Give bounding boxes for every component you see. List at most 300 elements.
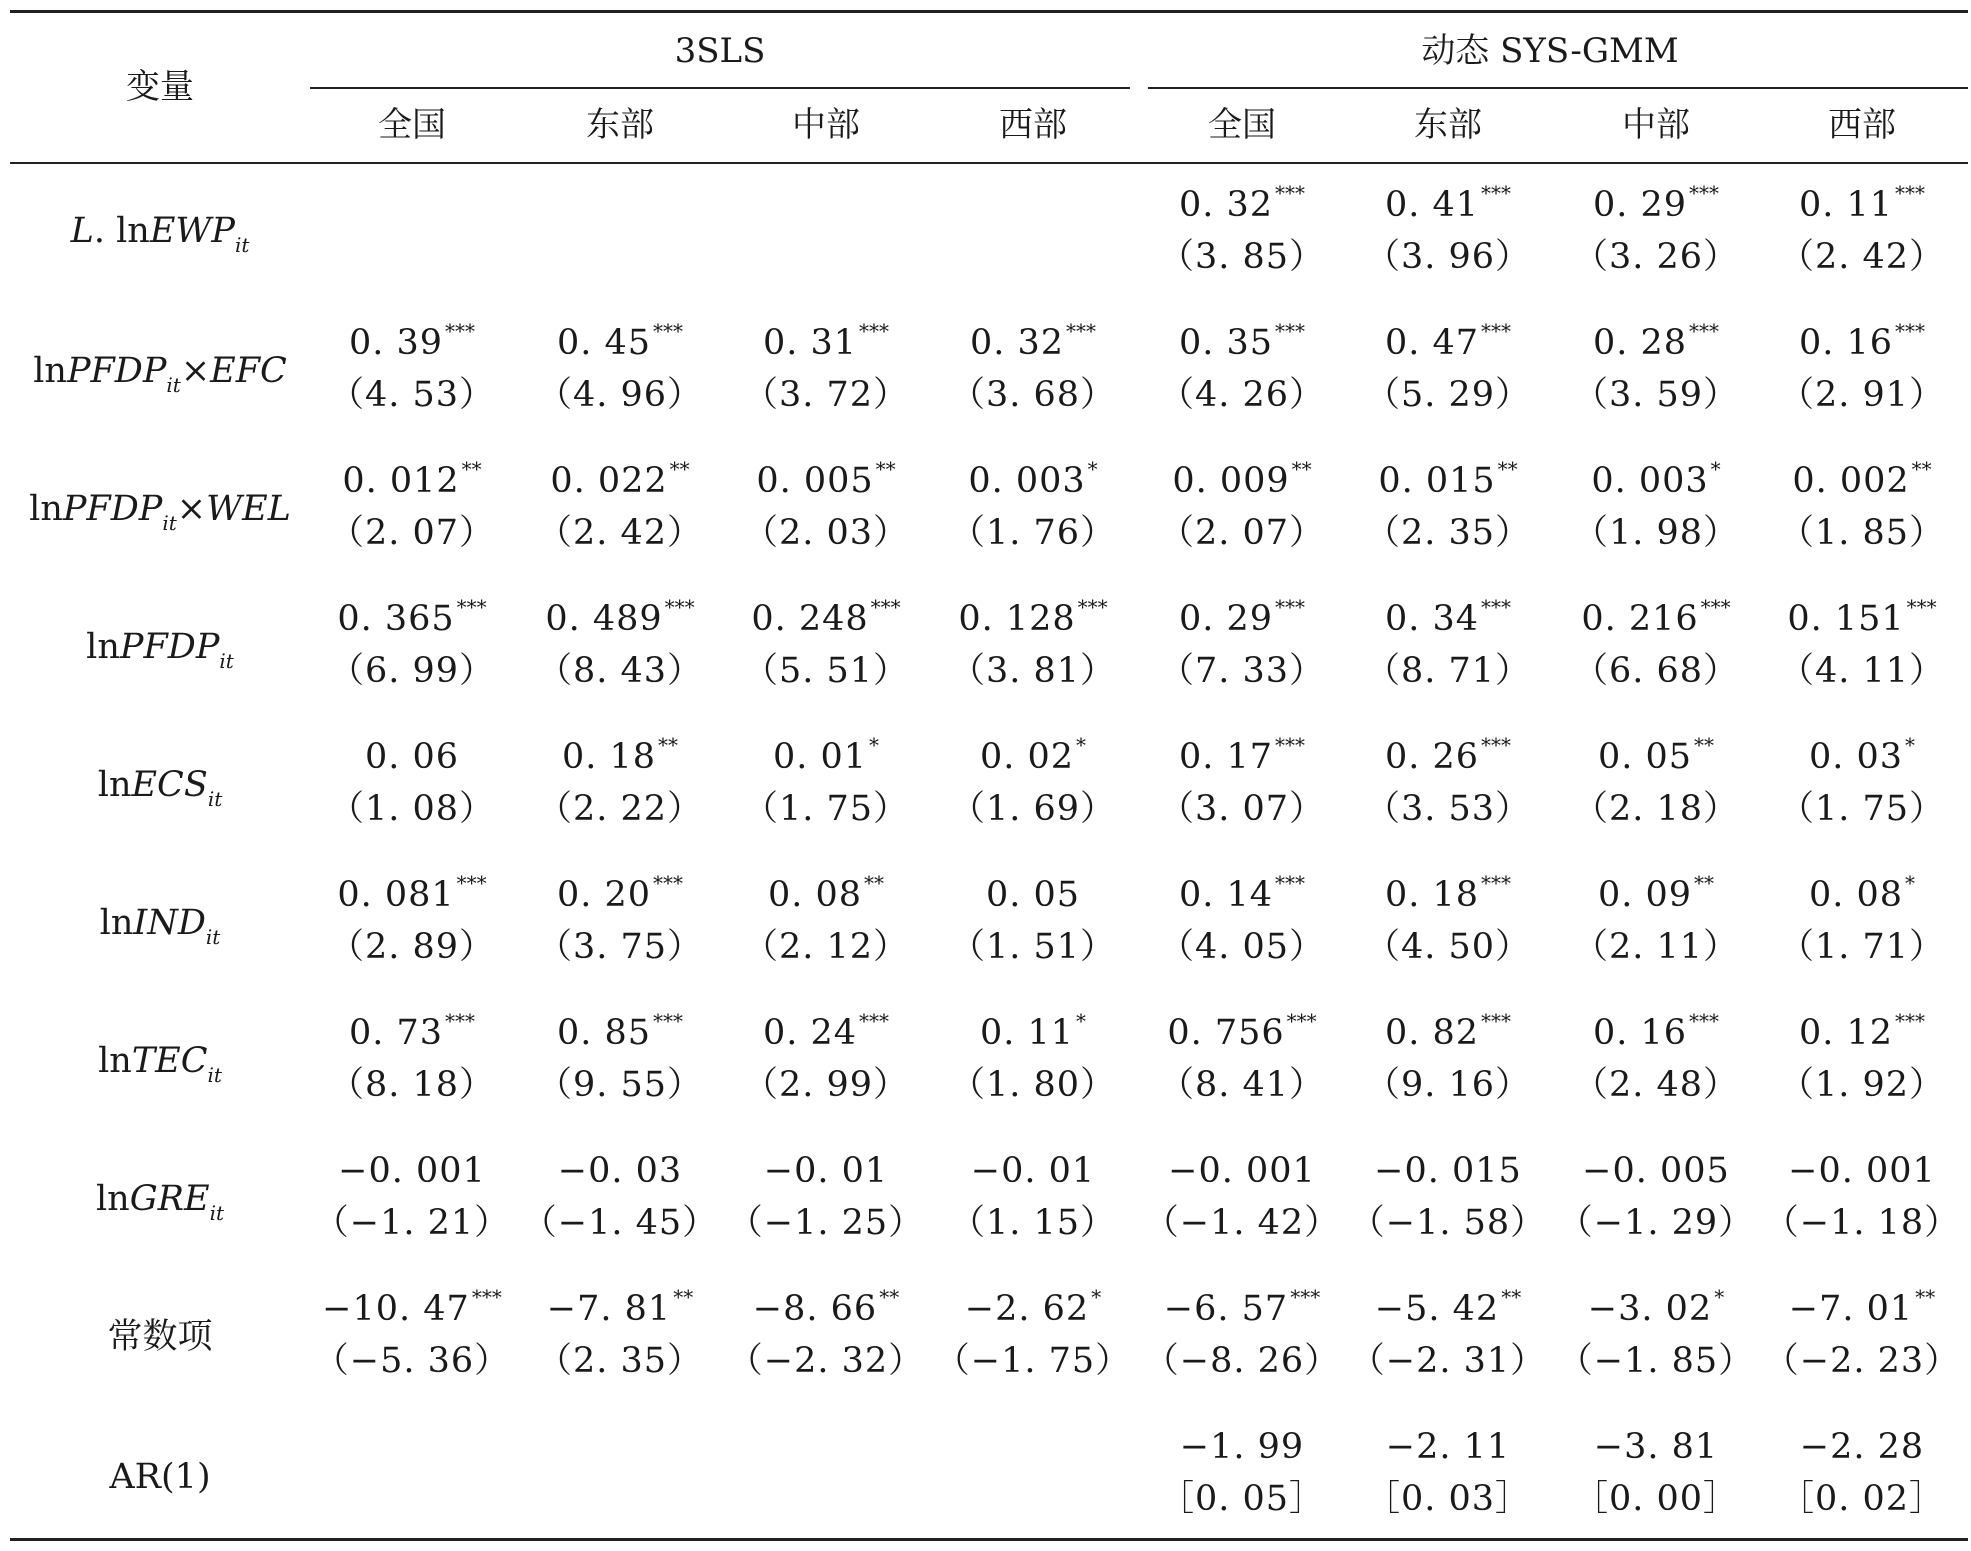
coef-value: −10. 47	[322, 1289, 470, 1329]
coef-cell	[1348, 1427, 1548, 1467]
significance-stars: ***	[471, 1285, 502, 1309]
coef-value: 0. 11	[1798, 185, 1894, 225]
coef-value: 0. 012	[342, 461, 460, 501]
significance-stars: *	[1905, 871, 1916, 895]
coef-value: 0. 005	[756, 461, 874, 501]
stat-cell: （1. 92）	[1778, 1065, 1946, 1105]
stat-cell: （2. 18）	[1572, 789, 1740, 829]
significance-stars: ***	[1700, 595, 1731, 619]
coef-cell	[1762, 595, 1962, 639]
stat-cell: （7. 33）	[1158, 651, 1326, 691]
coef-value: 0. 39	[348, 323, 444, 363]
significance-stars: ***	[1481, 1009, 1512, 1033]
coef-cell	[1556, 319, 1756, 363]
stat-cell: （−1. 42）	[1143, 1203, 1341, 1243]
coef-cell	[1556, 871, 1756, 915]
stat-cell: （2. 35）	[1364, 513, 1532, 553]
significance-stars: ***	[1275, 319, 1306, 343]
coef-cell	[1348, 595, 1548, 639]
col-header-east-gmm: 东部	[1414, 105, 1482, 145]
significance-stars: ***	[1275, 595, 1306, 619]
coef-cell	[726, 319, 926, 363]
stat-cell: （−8. 26）	[1143, 1341, 1341, 1381]
row-label-lnpfdp: lnPFDP$_{it}$	[86, 627, 234, 673]
significance-stars: ***	[1895, 319, 1926, 343]
group-header-3sls: 3SLS	[674, 31, 766, 71]
coef-cell	[933, 733, 1133, 777]
coef-cell	[520, 1009, 720, 1053]
stat-cell: （−1. 21）	[313, 1203, 511, 1243]
coef-value: −2. 28	[1799, 1427, 1925, 1467]
coef-value: 0. 85	[556, 1013, 652, 1053]
coef-cell	[312, 871, 512, 915]
coef-value: 0. 11	[979, 1013, 1075, 1053]
coef-value: 0. 08	[767, 875, 863, 915]
coef-cell	[1556, 457, 1756, 501]
stat-cell: （8. 43）	[536, 651, 704, 691]
coef-cell	[1142, 1009, 1342, 1053]
coef-cell	[726, 457, 926, 501]
coef-value: 0. 34	[1384, 599, 1480, 639]
coef-cell	[933, 875, 1133, 915]
coef-value: 0. 16	[1592, 1013, 1688, 1053]
stat-cell: （3. 53）	[1364, 789, 1532, 829]
row-label-lntec: lnTEC$_{it}$	[98, 1041, 222, 1087]
coef-cell	[1762, 181, 1962, 225]
stat-cell: （9. 16）	[1364, 1065, 1532, 1105]
stat-cell: （2. 42）	[1778, 237, 1946, 277]
stat-cell: （1. 71）	[1778, 927, 1946, 967]
significance-stars: ***	[1906, 595, 1937, 619]
significance-stars: **	[658, 733, 679, 757]
coef-cell	[312, 595, 512, 639]
coef-value: 0. 01	[772, 737, 868, 777]
coef-value: 0. 16	[1798, 323, 1894, 363]
stat-cell: （2. 03）	[742, 513, 910, 553]
coef-value: 0. 03	[1808, 737, 1904, 777]
significance-stars: ***	[1077, 595, 1108, 619]
significance-stars: **	[864, 871, 885, 895]
stat-cell: （5. 29）	[1364, 375, 1532, 415]
coef-cell	[520, 1285, 720, 1329]
coef-cell	[1348, 1151, 1548, 1191]
stat-cell: （−1. 18）	[1763, 1203, 1961, 1243]
significance-stars: *	[1710, 457, 1721, 481]
stat-cell: （2. 91）	[1778, 375, 1946, 415]
stat-cell: （2. 35）	[536, 1341, 704, 1381]
significance-stars: ***	[870, 595, 901, 619]
coef-cell	[726, 1151, 926, 1191]
coef-value: 0. 248	[751, 599, 869, 639]
coef-value: −3. 81	[1593, 1427, 1719, 1467]
coef-cell	[1556, 1151, 1756, 1191]
col-header-east-3sls: 东部	[586, 105, 654, 145]
coef-value: −0. 001	[1168, 1151, 1316, 1191]
coef-value: 0. 45	[556, 323, 652, 363]
stat-cell: （−2. 31）	[1349, 1341, 1547, 1381]
stat-cell: ［0. 02］	[1778, 1479, 1946, 1519]
stat-cell: （1. 69）	[949, 789, 1117, 829]
coef-cell	[1142, 319, 1342, 363]
stat-cell: （1. 51）	[949, 927, 1117, 967]
coef-cell	[520, 733, 720, 777]
coef-cell	[726, 733, 926, 777]
significance-stars: *	[1714, 1285, 1725, 1309]
coef-value: 0. 02	[979, 737, 1075, 777]
significance-stars: **	[1911, 457, 1932, 481]
stat-cell: （3. 72）	[742, 375, 910, 415]
coef-value: 0. 14	[1178, 875, 1274, 915]
coef-value: −6. 57	[1163, 1289, 1289, 1329]
coef-cell	[1348, 1285, 1548, 1329]
coef-cell	[1142, 1427, 1342, 1467]
coef-cell	[1556, 1285, 1756, 1329]
coef-cell	[312, 737, 512, 777]
coef-value: −3. 02	[1587, 1289, 1713, 1329]
coef-value: 0. 216	[1581, 599, 1699, 639]
stat-cell: （4. 26）	[1158, 375, 1326, 415]
significance-stars: ***	[1689, 1009, 1720, 1033]
stat-cell: （5. 51）	[742, 651, 910, 691]
row-label-ar1: AR(1)	[109, 1457, 211, 1497]
coef-value: 0. 489	[545, 599, 663, 639]
coef-value: 0. 17	[1178, 737, 1274, 777]
significance-stars: *	[1091, 1285, 1102, 1309]
coef-cell	[312, 1285, 512, 1329]
row-label-lnind: lnIND$_{it}$	[99, 903, 221, 949]
coef-cell	[1762, 1427, 1962, 1467]
significance-stars: ***	[1275, 733, 1306, 757]
significance-stars: ***	[653, 319, 684, 343]
coef-value: 0. 35	[1178, 323, 1274, 363]
stat-cell: （8. 18）	[328, 1065, 496, 1105]
stat-cell: （6. 68）	[1572, 651, 1740, 691]
significance-stars: ***	[1481, 733, 1512, 757]
coef-cell	[933, 1151, 1133, 1191]
significance-stars: ***	[1689, 319, 1720, 343]
coef-value: −2. 11	[1385, 1427, 1511, 1467]
coef-value: 0. 06	[364, 737, 460, 777]
stat-cell: （3. 85）	[1158, 237, 1326, 277]
stat-cell: （3. 59）	[1572, 375, 1740, 415]
stat-cell: （3. 96）	[1364, 237, 1532, 277]
coef-value: 0. 003	[1591, 461, 1709, 501]
row-label-constant: 常数项	[107, 1317, 213, 1357]
coef-cell	[933, 595, 1133, 639]
coef-cell	[312, 457, 512, 501]
significance-stars: **	[673, 1285, 694, 1309]
coef-value: 0. 32	[1178, 185, 1274, 225]
stat-cell: （−1. 29）	[1557, 1203, 1755, 1243]
row-label-lnecs: lnECS$_{it}$	[97, 765, 223, 811]
coef-value: 0. 009	[1172, 461, 1290, 501]
coef-value: −0. 01	[763, 1151, 889, 1191]
significance-stars: **	[875, 457, 896, 481]
stat-cell: ［0. 00］	[1572, 1479, 1740, 1519]
coef-cell	[1142, 733, 1342, 777]
coef-value: 0. 151	[1787, 599, 1905, 639]
col-header-west-3sls: 西部	[999, 105, 1067, 145]
stat-cell: （1. 85）	[1778, 513, 1946, 553]
significance-stars: **	[669, 457, 690, 481]
stat-cell: （−1. 75）	[934, 1341, 1132, 1381]
stat-cell: （−1. 85）	[1557, 1341, 1755, 1381]
significance-stars: ***	[859, 1009, 890, 1033]
coef-value: 0. 015	[1378, 461, 1496, 501]
coef-cell	[520, 319, 720, 363]
significance-stars: ***	[664, 595, 695, 619]
header-rule	[10, 162, 1968, 164]
stat-cell: （2. 22）	[536, 789, 704, 829]
stat-cell: （2. 11）	[1572, 927, 1740, 967]
coef-value: 0. 26	[1384, 737, 1480, 777]
coef-value: 0. 12	[1798, 1013, 1894, 1053]
coef-cell	[1142, 181, 1342, 225]
stat-cell: （3. 81）	[949, 651, 1117, 691]
top-rule	[10, 10, 1968, 13]
significance-stars: ***	[445, 319, 476, 343]
stat-cell: ［0. 05］	[1158, 1479, 1326, 1519]
bottom-rule	[10, 1538, 1968, 1541]
significance-stars: *	[1905, 733, 1916, 757]
coef-value: −1. 99	[1179, 1427, 1305, 1467]
stat-cell: （3. 68）	[949, 375, 1117, 415]
coef-value: −2. 62	[964, 1289, 1090, 1329]
coef-cell	[520, 595, 720, 639]
coef-cell	[933, 319, 1133, 363]
coef-value: 0. 003	[968, 461, 1086, 501]
stat-cell: （1. 08）	[328, 789, 496, 829]
coef-cell	[1142, 1285, 1342, 1329]
significance-stars: ***	[1481, 595, 1512, 619]
coef-cell	[520, 1151, 720, 1191]
coef-value: −0. 001	[338, 1151, 486, 1191]
stat-cell: （−2. 32）	[727, 1341, 925, 1381]
row-label-lnpfdp-wel: lnPFDP$_{it}$×WEL	[29, 489, 291, 535]
coef-cell	[1142, 871, 1342, 915]
significance-stars: ***	[1275, 871, 1306, 895]
coef-cell	[1142, 1151, 1342, 1191]
coef-cell	[1348, 871, 1548, 915]
significance-stars: ***	[1290, 1285, 1321, 1309]
coef-cell	[312, 319, 512, 363]
coef-value: 0. 022	[550, 461, 668, 501]
coef-cell	[312, 1009, 512, 1053]
coef-cell	[1762, 1151, 1962, 1191]
stat-cell: （−1. 58）	[1349, 1203, 1547, 1243]
stat-cell: （1. 75）	[1778, 789, 1946, 829]
col-header-national-gmm: 全国	[1208, 105, 1276, 145]
stat-cell: （1. 75）	[742, 789, 910, 829]
stat-cell: （1. 15）	[949, 1203, 1117, 1243]
coef-cell	[520, 457, 720, 501]
significance-stars: **	[1497, 457, 1518, 481]
significance-stars: **	[879, 1285, 900, 1309]
coef-value: 0. 365	[337, 599, 455, 639]
coef-cell	[1142, 457, 1342, 501]
significance-stars: **	[1694, 871, 1715, 895]
coef-cell	[726, 1285, 926, 1329]
coef-value: 0. 29	[1592, 185, 1688, 225]
coef-value: 0. 73	[348, 1013, 444, 1053]
coef-value: 0. 29	[1178, 599, 1274, 639]
coef-value: −0. 03	[557, 1151, 683, 1191]
stat-cell: （2. 48）	[1572, 1065, 1740, 1105]
coef-value: −8. 66	[752, 1289, 878, 1329]
stat-cell: （2. 99）	[742, 1065, 910, 1105]
stat-cell: （2. 07）	[328, 513, 496, 553]
coef-cell	[1556, 1427, 1756, 1467]
significance-stars: **	[1915, 1285, 1936, 1309]
coef-cell	[1348, 181, 1548, 225]
coef-value: 0. 18	[561, 737, 657, 777]
significance-stars: ***	[1066, 319, 1097, 343]
group-rule-3sls	[310, 87, 1130, 89]
coef-cell	[1762, 1285, 1962, 1329]
stat-cell: （−1. 25）	[727, 1203, 925, 1243]
stat-cell: （3. 07）	[1158, 789, 1326, 829]
significance-stars: **	[1291, 457, 1312, 481]
coef-value: 0. 09	[1597, 875, 1693, 915]
coef-cell	[520, 871, 720, 915]
coef-cell	[312, 1151, 512, 1191]
coef-value: 0. 82	[1384, 1013, 1480, 1053]
col-header-west-gmm: 西部	[1828, 105, 1896, 145]
coef-value: 0. 24	[762, 1013, 858, 1053]
coef-cell	[726, 595, 926, 639]
coef-cell	[1762, 871, 1962, 915]
col-header-central-gmm: 中部	[1622, 105, 1690, 145]
coef-value: 0. 41	[1384, 185, 1480, 225]
significance-stars: ***	[1895, 181, 1926, 205]
coef-cell	[933, 1009, 1133, 1053]
significance-stars: ***	[456, 595, 487, 619]
stat-cell: （4. 96）	[536, 375, 704, 415]
stat-cell: （8. 41）	[1158, 1065, 1326, 1105]
stat-cell: （2. 07）	[1158, 513, 1326, 553]
group-header-sys-gmm: 动态 SYS-GMM	[1421, 31, 1679, 71]
significance-stars: **	[1501, 1285, 1522, 1309]
stat-cell: （4. 53）	[328, 375, 496, 415]
stat-cell: （6. 99）	[328, 651, 496, 691]
coef-cell	[726, 871, 926, 915]
col-header-central-3sls: 中部	[792, 105, 860, 145]
stat-cell: （1. 98）	[1572, 513, 1740, 553]
coef-value: 0. 002	[1792, 461, 1910, 501]
stat-cell: （2. 12）	[742, 927, 910, 967]
coef-value: 0. 081	[337, 875, 455, 915]
coef-cell	[726, 1009, 926, 1053]
stat-cell: （8. 71）	[1364, 651, 1532, 691]
row-label-lag-lnewp: L. lnEWP$_{it}$	[70, 211, 250, 257]
coef-value: −0. 001	[1788, 1151, 1936, 1191]
significance-stars: *	[1076, 733, 1087, 757]
coef-cell	[1348, 1009, 1548, 1053]
stat-cell: （9. 55）	[536, 1065, 704, 1105]
coef-value: 0. 31	[762, 323, 858, 363]
col-header-national-3sls: 全国	[378, 105, 446, 145]
coef-cell	[1348, 733, 1548, 777]
coef-value: 0. 756	[1167, 1013, 1285, 1053]
coef-value: −0. 015	[1374, 1151, 1522, 1191]
significance-stars: *	[1076, 1009, 1087, 1033]
significance-stars: ***	[653, 871, 684, 895]
significance-stars: ***	[653, 1009, 684, 1033]
row-label-lngre: lnGRE$_{it}$	[95, 1179, 225, 1225]
coef-value: 0. 128	[958, 599, 1076, 639]
coef-value: 0. 08	[1808, 875, 1904, 915]
coef-cell	[1556, 1009, 1756, 1053]
coef-value: 0. 28	[1592, 323, 1688, 363]
coef-value: −7. 01	[1788, 1289, 1914, 1329]
significance-stars: *	[869, 733, 880, 757]
significance-stars: **	[1694, 733, 1715, 757]
significance-stars: ***	[1275, 181, 1306, 205]
significance-stars: **	[461, 457, 482, 481]
significance-stars: ***	[1481, 871, 1512, 895]
coef-cell	[1556, 181, 1756, 225]
stat-cell: （−2. 23）	[1763, 1341, 1961, 1381]
significance-stars: ***	[1689, 181, 1720, 205]
coef-cell	[1142, 595, 1342, 639]
coef-cell	[1762, 733, 1962, 777]
stat-cell: （2. 89）	[328, 927, 496, 967]
coef-value: 0. 05	[985, 875, 1081, 915]
group-rule-gmm	[1148, 87, 1968, 89]
significance-stars: ***	[859, 319, 890, 343]
stat-cell: （4. 11）	[1778, 651, 1946, 691]
significance-stars: ***	[1286, 1009, 1317, 1033]
coef-value: 0. 18	[1384, 875, 1480, 915]
significance-stars: ***	[1481, 181, 1512, 205]
stat-cell: （−1. 45）	[521, 1203, 719, 1243]
coef-value: −7. 81	[546, 1289, 672, 1329]
stat-cell: ［0. 03］	[1364, 1479, 1532, 1519]
coef-value: −0. 005	[1582, 1151, 1730, 1191]
significance-stars: ***	[1481, 319, 1512, 343]
stat-cell: （3. 26）	[1572, 237, 1740, 277]
coef-cell	[933, 1285, 1133, 1329]
coef-value: 0. 32	[969, 323, 1065, 363]
stat-cell: （−5. 36）	[313, 1341, 511, 1381]
coef-value: 0. 47	[1384, 323, 1480, 363]
stat-cell: （4. 05）	[1158, 927, 1326, 967]
row-label-lnpfdp-efc: lnPFDP$_{it}$×EFC	[33, 351, 287, 397]
coef-cell	[1556, 595, 1756, 639]
significance-stars: ***	[1895, 1009, 1926, 1033]
variable-header: 变量	[126, 67, 194, 107]
coef-value: 0. 05	[1597, 737, 1693, 777]
coef-cell	[1556, 733, 1756, 777]
coef-value: −0. 01	[970, 1151, 1096, 1191]
stat-cell: （1. 80）	[949, 1065, 1117, 1105]
coef-cell	[1762, 319, 1962, 363]
coef-cell	[1762, 1009, 1962, 1053]
stat-cell: （4. 50）	[1364, 927, 1532, 967]
significance-stars: *	[1087, 457, 1098, 481]
coef-value: 0. 20	[556, 875, 652, 915]
significance-stars: ***	[456, 871, 487, 895]
coef-value: −5. 42	[1374, 1289, 1500, 1329]
significance-stars: ***	[445, 1009, 476, 1033]
coef-cell	[933, 457, 1133, 501]
stat-cell: （1. 76）	[949, 513, 1117, 553]
stat-cell: （3. 75）	[536, 927, 704, 967]
coef-cell	[1762, 457, 1962, 501]
coef-cell	[1348, 457, 1548, 501]
coef-cell	[1348, 319, 1548, 363]
stat-cell: （2. 42）	[536, 513, 704, 553]
